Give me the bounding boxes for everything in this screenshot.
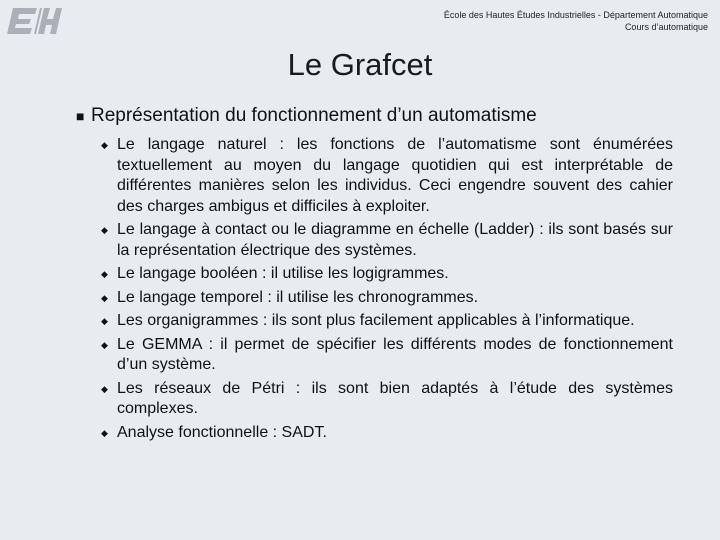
header-institution: École des Hautes Études Industrielles - Département Automatique [443,10,708,20]
list-item-text: Le langage temporel : il utilise les chronogrammes. [117,288,479,306]
list-item [101,220,673,261]
diamond-bullet-icon: ◆ [101,316,108,326]
diamond-bullet-icon: ◆ [101,292,108,303]
bullet-list [101,135,673,446]
list-item-text: Les réseaux de Pétri : ils sont bien adaptés à l’étude des systèmes complexes. [117,379,673,417]
list-item [101,379,673,420]
diamond-bullet-icon: ◆ [101,225,108,235]
school-logo [7,6,65,36]
list-item-text: Le GEMMA : il permet de spécifier les différents modes de fonctionnement d’un système. [117,335,673,373]
header [444,9,708,33]
list-item-text: Le langage naturel : les fonctions de l’automatisme sont énumérées textuellement au moyen du langage quotidien qui est interprétable de différentes manières selon les individus. Ceci engendre souvent des cahier des charges ambigus et difficiles à exploiter. [117,136,673,215]
diamond-bullet-icon: ◆ [101,339,108,350]
list-item [101,264,673,285]
list-item [101,335,673,376]
diamond-bullet-icon: ◆ [101,269,108,279]
square-bullet-icon: ■ [76,108,85,124]
list-item-text: Analyse fonctionnelle : SADT. [117,423,327,441]
slide-title: Le Grafcet [287,47,433,82]
diamond-bullet-icon: ◆ [101,427,108,438]
list-item-text: Les organigrammes : ils sont plus facilement applicables à l’informatique. [117,312,635,329]
list-item [101,423,673,444]
list-item-text: Le langage booléen : il utilise les logigrammes. [117,265,449,282]
list-item [101,311,673,332]
header-course: Cours d’automatique [624,22,708,32]
list-item [101,288,673,309]
section-heading [76,104,676,128]
list-item-text: Le langage à contact ou le diagramme en échelle (Ladder) : ils sont basés sur la représentation électrique des systèmes. [117,221,673,259]
section-heading-text: Représentation du fonctionnement d’un automatisme [91,105,537,126]
diamond-bullet-icon: ◆ [101,140,108,150]
diamond-bullet-icon: ◆ [101,383,108,394]
list-item [101,135,673,217]
